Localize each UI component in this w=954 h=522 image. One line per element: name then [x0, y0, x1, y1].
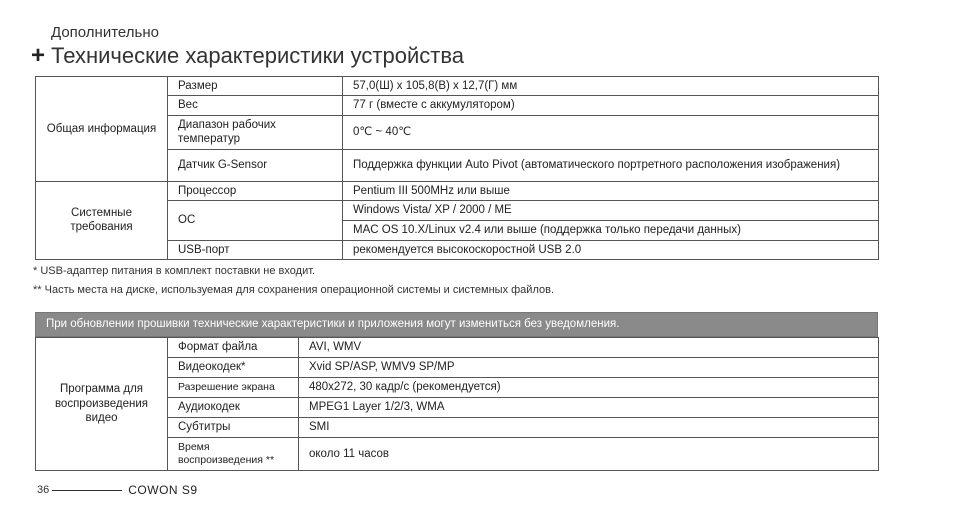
spec-label: Размер — [168, 77, 343, 96]
spec-label: Аудиокодек — [168, 398, 299, 418]
spec-value: AVI, WMV — [299, 338, 879, 358]
spec-label: Процессор — [168, 181, 343, 200]
spec-label: Формат файла — [168, 338, 299, 358]
category-general: Общая информация — [36, 77, 168, 182]
spec-value: Windows Vista/ XP / 2000 / ME — [343, 200, 879, 220]
footnote: ** Часть места на диске, используемая для сохранения операционной системы и системных файлов. — [33, 284, 555, 296]
spec-label: Разрешение экрана — [168, 378, 299, 398]
spec-label: Видеокодек* — [168, 358, 299, 378]
spec-value: 57,0(Ш) x 105,8(В) x 12,7(Г) мм — [343, 77, 879, 96]
footer-rule — [52, 490, 122, 491]
spec-value: Поддержка функции Auto Pivot (автоматического портретного расположения изображения) — [343, 149, 879, 181]
spec-value: MAC OS 10.X/Linux v2.4 или выше (поддержка только передачи данных) — [343, 220, 879, 240]
plus-icon: + — [31, 42, 46, 69]
spec-label: Датчик G-Sensor — [168, 149, 343, 181]
spec-label: Субтитры — [168, 418, 299, 438]
spec-label: Вес — [168, 96, 343, 115]
notice-banner: При обновлении прошивки технические характеристики и приложения могут измениться без уведомления. — [35, 312, 878, 337]
spec-value: MPEG1 Layer 1/2/3, WMA — [299, 398, 879, 418]
spec-value: Xvid SP/ASP, WMV9 SP/MP — [299, 358, 879, 378]
table-row — [36, 338, 879, 358]
page-number: 36 — [37, 484, 50, 496]
spec-label: USB-порт — [168, 240, 343, 259]
video-table — [35, 337, 879, 471]
page-title: Технические характеристики устройства — [51, 43, 465, 68]
spec-value: SMI — [299, 418, 879, 438]
page-footer — [37, 483, 198, 497]
spec-value: около 11 часов — [299, 438, 879, 471]
spec-value: 0℃ ~ 40℃ — [343, 115, 879, 149]
specs-table — [35, 76, 879, 260]
footnote: * USB-адаптер питания в комплект поставки не входит. — [33, 265, 316, 277]
category-video: Программа для воспроизведения видео — [36, 338, 168, 471]
title-row — [31, 43, 464, 69]
spec-label: Время воспроизведения ** — [168, 438, 299, 471]
category-system: Системные требования — [36, 181, 168, 260]
table-row — [36, 77, 879, 96]
spec-value: рекомендуется высокоскоростной USB 2.0 — [343, 240, 879, 259]
spec-value: 480x272, 30 кадр/с (рекомендуется) — [299, 378, 879, 398]
spec-value: 77 г (вместе с аккумулятором) — [343, 96, 879, 115]
brand-name: COWON S9 — [128, 483, 198, 497]
spec-label: Диапазон рабочих температур — [168, 115, 343, 149]
spec-label: ОС — [168, 200, 343, 240]
section-heading: Дополнительно — [51, 24, 159, 41]
spec-value: Pentium III 500MHz или выше — [343, 181, 879, 200]
table-row — [36, 181, 879, 200]
